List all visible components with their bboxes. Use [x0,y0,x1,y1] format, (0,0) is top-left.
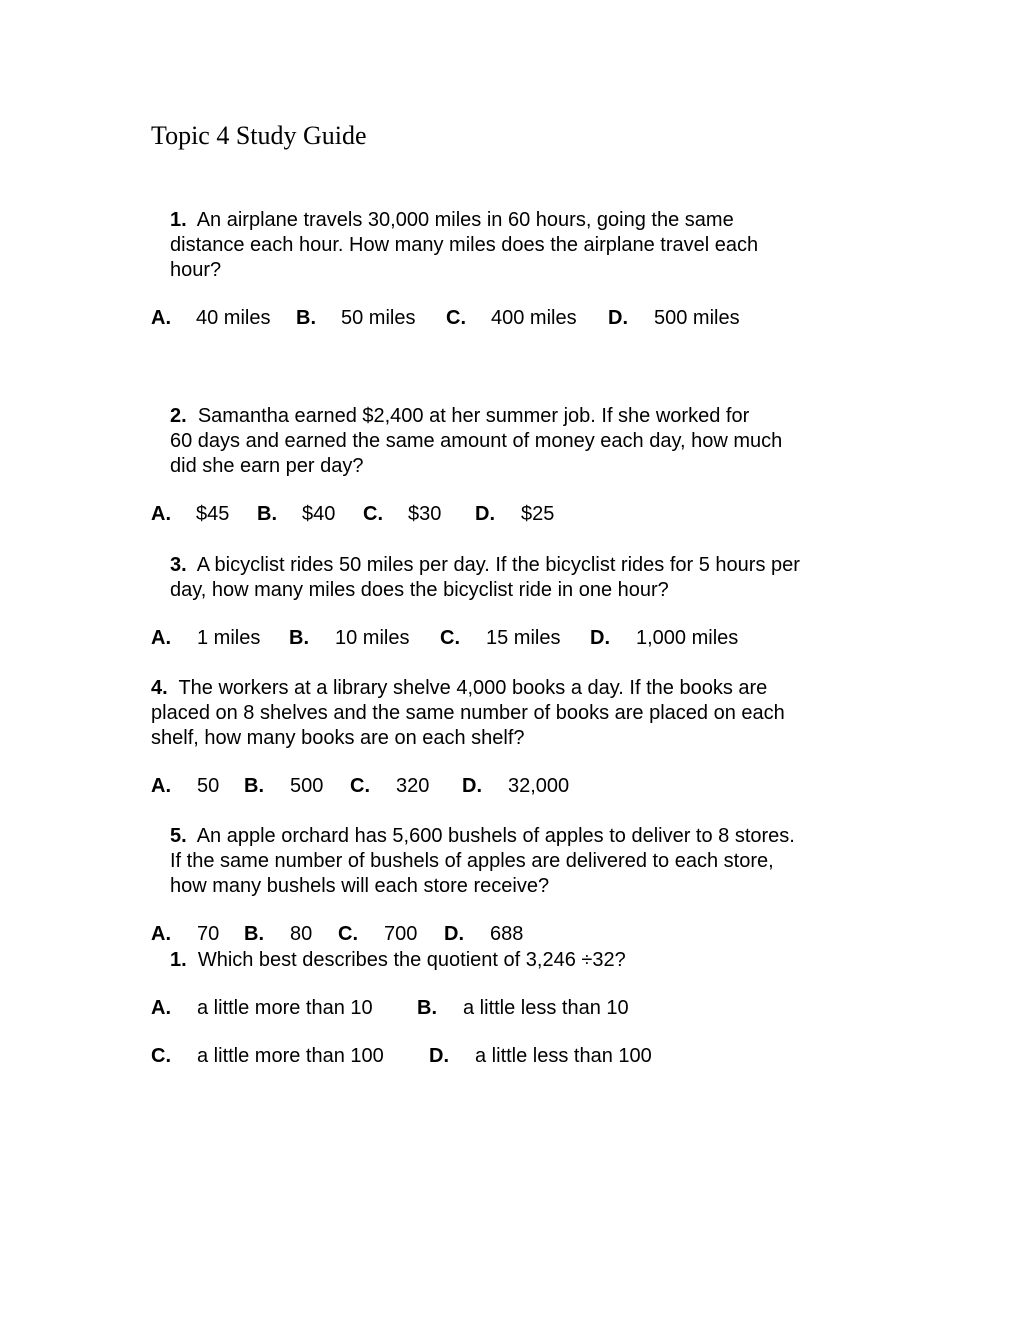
question-text: 60 days and earned the same amount of money each day, how much [170,430,783,452]
question-1 [170,208,890,283]
question-number: 1. [170,209,187,231]
option-a[interactable] [151,774,220,799]
question-number: 1. [170,949,187,971]
question-text: did she earn per day? [170,455,364,477]
question-line [170,404,890,429]
option-text: 688 [490,923,524,945]
option-letter: C. [151,1045,171,1067]
question-text: placed on 8 shelves and the same number of books are placed on each [151,702,785,724]
option-letter: D. [590,627,610,649]
question-number: 2. [170,405,187,427]
option-d[interactable] [608,306,740,331]
question-number: 3. [170,554,187,576]
option-text: a little less than 100 [475,1045,652,1067]
option-b[interactable] [417,996,629,1021]
option-c[interactable] [440,626,561,651]
option-letter: D. [462,775,482,797]
option-text: 50 miles [341,307,416,329]
option-letter: C. [446,307,466,329]
question-text: how many bushels will each store receive? [170,875,550,897]
option-d[interactable] [462,774,570,799]
option-b[interactable] [296,306,416,331]
option-text: 32,000 [508,775,570,797]
option-letter: A. [151,997,171,1019]
option-d[interactable] [444,922,524,947]
option-letter: A. [151,923,171,945]
option-text: 500 miles [654,307,740,329]
question-text: If the same number of bushels of apples are delivered to each store, [170,850,774,872]
option-text: 15 miles [486,627,561,649]
option-text: 80 [290,923,313,945]
option-b[interactable] [244,922,313,947]
option-text: $25 [521,503,555,525]
option-text: 400 miles [491,307,577,329]
question-text: hour? [170,259,222,281]
question-text: Which best describes the quotient of 3,246 ÷32? [197,949,626,971]
option-text: 50 [197,775,220,797]
option-a[interactable] [151,626,261,651]
option-text: a little more than 100 [197,1045,384,1067]
option-letter: D. [444,923,464,945]
option-letter: C. [363,503,383,525]
option-d[interactable] [429,1044,652,1069]
question-number: 4. [151,677,168,699]
option-letter: A. [151,627,171,649]
option-a[interactable] [151,502,230,527]
option-c[interactable] [446,306,577,331]
option-text: 320 [396,775,430,797]
option-d[interactable] [590,626,739,651]
question-text: day, how many miles does the bicyclist ride in one hour? [170,579,669,601]
option-letter: D. [429,1045,449,1067]
question-text: distance each hour. How many miles does the airplane travel each [170,234,759,256]
option-a[interactable] [151,922,220,947]
question-line [151,676,871,701]
option-letter: C. [440,627,460,649]
option-text: $40 [302,503,336,525]
option-text: $45 [196,503,230,525]
question-text: Samantha earned $2,400 at her summer job. If she worked for [197,405,750,427]
option-text: 10 miles [335,627,410,649]
question-line [170,948,890,973]
option-b[interactable] [244,774,324,799]
option-text: 700 [384,923,418,945]
question-4 [151,676,871,751]
question-text: shelf, how many books are on each shelf? [151,727,525,749]
option-letter: C. [350,775,370,797]
option-text: a little more than 10 [197,997,373,1019]
question-6 [170,948,890,973]
question-text: A bicyclist rides 50 miles per day. If the bicyclist rides for 5 hours per [196,554,800,576]
option-a[interactable] [151,306,271,331]
option-letter: D. [475,503,495,525]
option-text: 1,000 miles [636,627,739,649]
option-letter: D. [608,307,628,329]
option-c[interactable] [151,1044,384,1069]
question-line [170,824,890,849]
option-letter: B. [244,923,264,945]
question-number: 5. [170,825,187,847]
option-letter: B. [289,627,309,649]
option-b[interactable] [257,502,336,527]
option-letter: A. [151,775,171,797]
option-text: 40 miles [196,307,271,329]
question-text: An apple orchard has 5,600 bushels of apples to deliver to 8 stores. [196,825,795,847]
option-text: 500 [290,775,324,797]
question-line [170,208,890,233]
option-text: $30 [408,503,442,525]
question-text: The workers at a library shelve 4,000 books a day. If the books are [178,677,768,699]
option-letter: B. [296,307,316,329]
option-letter: B. [244,775,264,797]
option-c[interactable] [338,922,418,947]
option-letter: A. [151,503,171,525]
option-letter: A. [151,307,171,329]
question-line [170,553,890,578]
option-b[interactable] [289,626,410,651]
option-text: 70 [197,923,220,945]
option-text: 1 miles [197,627,261,649]
option-c[interactable] [350,774,430,799]
question-5 [170,824,890,899]
question-2 [170,404,890,479]
option-a[interactable] [151,996,373,1021]
option-d[interactable] [475,502,555,527]
page-title: Topic 4 Study Guide [151,121,367,150]
option-letter: B. [257,503,277,525]
question-3 [170,553,890,603]
option-letter: B. [417,997,437,1019]
question-text: An airplane travels 30,000 miles in 60 hours, going the same [196,209,734,231]
option-text: a little less than 10 [463,997,629,1019]
option-letter: C. [338,923,358,945]
option-c[interactable] [363,502,442,527]
